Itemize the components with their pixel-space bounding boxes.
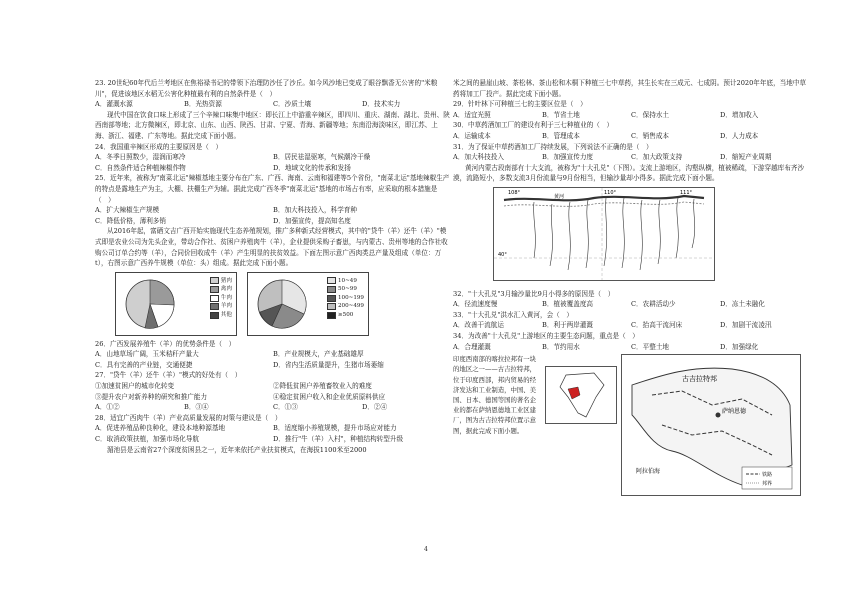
legend-mutton: 羊肉 [220,303,232,310]
q25-option-b[interactable]: B．加大科技投入，科学育种 [273,206,357,215]
q30-stem: 30．中草药酒加工厂的建设有利于三七种植业的（ ） [453,121,614,130]
cattle-pie-legend [327,277,364,320]
q33-stem: 33．"十大孔兑"洪水汇入黄河，会（ ） [453,310,573,319]
gujarat-detail-map [621,354,801,496]
q23-option-a[interactable]: A．灌溉水源 [95,100,133,109]
q26-option-d[interactable]: D．省内生活质量提升，生猪市场萎缩 [273,360,384,369]
q23-stem: 23. 20世纪60年代后兰考地区在焦裕禄书记的带领下治理防沙任了沙丘。如今风沙地已变成了眼谷飘香无公害的"米粮川"，促进该地区水稻无公害化种植最有利的自然条件是（ ） [95,79,438,98]
q31-option-c[interactable]: C．加大政策支持 [631,153,683,162]
legend-border: 邦界 [762,481,773,488]
left-column [95,78,451,455]
india-inset-map [545,366,617,424]
q24-stem: 24．我国重辛辣区形成的主要原因是（ ） [95,142,223,151]
q30-option-b[interactable]: B．管理成本 [542,131,580,140]
map1-river-label: 黄河 [554,193,565,200]
pie-figures [115,272,451,336]
material-4: 黄河内蒙古段南部有十大支流，被称为"十大孔兑"（下图）。支流上游地区，沟壑纵横，植被稀疏，下游穿越库布齐沙漠，流路短小，多数支流3月份流量与9月份相当，但输沙量却小得多。据此完成下面小题。 [453,163,805,183]
q25-stem: 25．近年来，被称为"南菜北运"辣椒基地主要分布在广东、广西、海南、云南和福建等5个省份，"南菜北运"基地辣椒生产的特点是露地生产为主，大棚、扶棚生产为辅。据此完成广西冬季"南菜北运"基地的市场占有率，应采取的根本措施是（ ） [95,174,450,204]
cattle-scale-pie-chart [247,272,369,336]
legend-pork: 猪肉 [220,277,232,284]
map1-lon-111: 111° [680,189,693,196]
q27-item-4: ④稳定贫困户收入和企业优质原料供应 [273,392,386,401]
q27-option-a[interactable]: A．①② [95,403,120,412]
material-3-continued: 米之间的悬崖山坡、茶松林、茶山松和木桐下种植三七中草药，其生长实在三成元、七成阴。预计2020年年底，当地中草药将加工厂投产。据此完成下面小题。 [453,79,807,98]
q30-option-a[interactable]: A．运输成本 [453,131,491,140]
map2-title: 古吉拉特邦 [682,375,717,384]
city-dot [716,413,721,418]
q32-option-d[interactable]: D．冻土未融化 [720,300,765,309]
map1-lon-110: 110° [604,189,617,196]
legend-beef: 牛肉 [220,294,232,301]
q32-option-b[interactable]: B．植被覆盖度高 [542,300,594,309]
map1-lon-108: 108° [508,189,521,196]
material-2: 从2016年起，富硒文吉广西开始实施现代生态养殖规划，推广多种新式经营模式，其中的"贷牛（羊）还牛（羊）"模式即是农业公司为先头企业，带动合作社、贫困户养殖肉牛（羊），企业提供采购子畜崽，与内蒙古、贵州等地的合作社收购公司订单合约等（羊），合同价回收成牛（羊）产生明显的扶贫效益。下面左图示意广西肉类总产量及组成（单位：万t），右图示意广西养牛规模（单位：头）组成。据此完成下面小题。 [95,227,448,268]
gujarat-block [453,354,809,496]
q27-item-3: ③提升农户对新养种的研究和推广能力 [95,392,208,401]
map1-lat-40: 40° [498,251,507,258]
q26-option-b[interactable]: B．产业规模大，产业基础雄厚 [273,350,364,359]
q28-option-d[interactable]: D．推行"牛（羊）入村"，种植结构转型升级 [273,435,404,444]
q31-option-d[interactable]: D．缩短产业周期 [720,153,772,162]
q27-item-1: ①加速贫困户的城市化转变 [95,382,175,391]
q25-option-c[interactable]: C．降低价格，薄利多销 [95,216,166,225]
q31-stem: 31．为了保证中草药酒加工厂持续发展，下列说法不正确的是（ ） [453,142,653,151]
legend-200-499: 200~499 [337,303,364,310]
q34-option-b[interactable]: B．节约用水 [542,342,580,351]
q24-option-a[interactable]: A．冬季日照数少，湿润而寒冷 [95,153,186,162]
q28-option-c[interactable]: C．取消政策扶植，加强市场化导航 [95,435,199,444]
material-3: 湄池县是云南省27个深度贫困县之一，近年来依托产业扶贫模式，在海拔1100米至2000 [107,445,367,454]
q32-option-c[interactable]: C．农耕活动少 [631,300,676,309]
sea-label: 阿拉伯海 [636,468,661,476]
q27-option-b[interactable]: B．③④ [184,403,209,412]
q34-option-a[interactable]: A．合理灌溉 [453,342,491,351]
q30-option-d[interactable]: D．人力成本 [720,131,759,140]
q29-option-a[interactable]: A．适宜光照 [453,110,491,119]
q31-option-b[interactable]: B．加强宣传力度 [542,153,594,162]
q27-stem: 27．"贷牛（羊）还牛（羊）"模式的好处有（ ） [95,371,242,380]
q34-stem: 34．为改善"十大孔兑"上游地区的主要生态问题，重点是（ ） [453,331,639,340]
q30-option-c[interactable]: C．销售成本 [631,131,670,140]
q25-option-a[interactable]: A．扩大辣椒生产规模 [95,206,160,215]
q25-options [95,205,451,216]
q33-option-d[interactable]: D．加剧干流凌汛 [720,321,772,330]
q24-option-b[interactable]: B．居民祛湿驱寒，气候潮冷干燥 [273,153,371,162]
q32-option-a[interactable]: A．径流速度慢 [453,300,498,309]
q26-option-a[interactable]: A．山地草场广阔，玉米秸秆产量大 [95,350,199,359]
legend-50-99: 50~99 [337,286,357,293]
q33-option-c[interactable]: C．抬高干流河床 [631,321,683,330]
q25-option-d[interactable]: D．加强宣传，提高知名度 [273,216,351,225]
q27-option-d[interactable]: D．②④ [362,403,388,412]
legend-10-49: 10~49 [337,277,357,284]
q29-option-b[interactable]: B．节省土地 [542,110,580,119]
q28-option-b[interactable]: B．适度缩小养殖规模，提升市场应对能力 [273,424,397,433]
ten-tributaries-map [493,187,715,281]
q33-option-b[interactable]: B．利于两岸灌溉 [542,321,594,330]
q29-option-c[interactable]: C．保持水土 [631,110,670,119]
q27-option-c[interactable]: C．①③ [273,403,298,412]
material-5: 印度西南部的喀拉拉邦有一块的地区之一——古吉拉特邦，位于印度西部，邦内贸易的经济发达和工业制造，中国、美国、日本、德国等国的著名企业的都在萨纳恩德地工业区建厂，图为古吉拉特邦位置示意图，据此完成下面小题。 [453,355,537,435]
q29-option-d[interactable]: D．增加收入 [720,110,759,119]
meat-pie-graphic [120,274,180,334]
q24-options [95,152,451,163]
q28-option-a[interactable]: A．促进养殖品种良种化，建设本地种源基地 [95,424,226,433]
q34-option-d[interactable]: D．加强绿化 [720,342,759,351]
q23-option-b[interactable]: B．光热资源 [184,100,222,109]
meat-pie-chart [115,272,237,336]
q28-stem: 28．适宜广西肉牛（羊）产业高质量发展的对策与建议是（ ） [95,413,282,422]
q26-option-c[interactable]: C．具有完善的产业链，交通便捷 [95,360,193,369]
city-label: 萨纳恩德 [722,408,747,416]
q24-option-d[interactable]: D．地域文化的传承和发扬 [273,163,351,172]
q24-option-c[interactable]: C．自然条件适合种植辣椒作物 [95,163,186,172]
legend-railway: 铁路 [762,472,773,479]
q29-stem: 29．针叶林下可种植三七的主要区位是（ ） [453,100,587,109]
q34-option-c[interactable]: C．平整土地 [631,342,670,351]
legend-other: 其他 [220,312,232,319]
page-number: 4 [424,546,428,553]
cattle-pie-graphic [252,274,312,334]
q23-option-c[interactable]: C．沙质土壤 [273,100,312,109]
q23-options [95,99,451,110]
q23-option-d[interactable]: D．技术实力 [362,100,401,109]
q33-option-a[interactable]: A．改善干流航运 [453,321,504,330]
q32-stem: 32．"十大孔兑"3月输沙量比9月小得多的原因是（ ） [453,289,615,298]
legend-poultry: 禽肉 [220,286,232,293]
legend-100-199: 100~199 [337,294,364,301]
legend-500-plus: ≥500 [337,312,354,319]
meat-pie-legend [210,277,232,320]
material-1: 现代中国在饮食口味上形成了三个辛辣口味集中地区：即长江上中游重辛辣区，即四川、重庆、湖南、湖北、贵州、陕西南部等地；北方微辣区，即北京、山东、山西、陕西、甘肃、宁夏、青海、新疆等地；东南沿海淡味区，即江苏、上海、浙江、福建、广东等地。据此完成下面小题。 [95,110,450,140]
q26-stem: 26．广西发展养殖牛（羊）的优势条件是（ ） [95,339,236,348]
q31-option-a[interactable]: A．加大科技投入 [453,153,504,162]
right-column [453,78,809,496]
q27-item-2: ②降低贫困户养殖畜牧业入的难度 [273,382,372,391]
